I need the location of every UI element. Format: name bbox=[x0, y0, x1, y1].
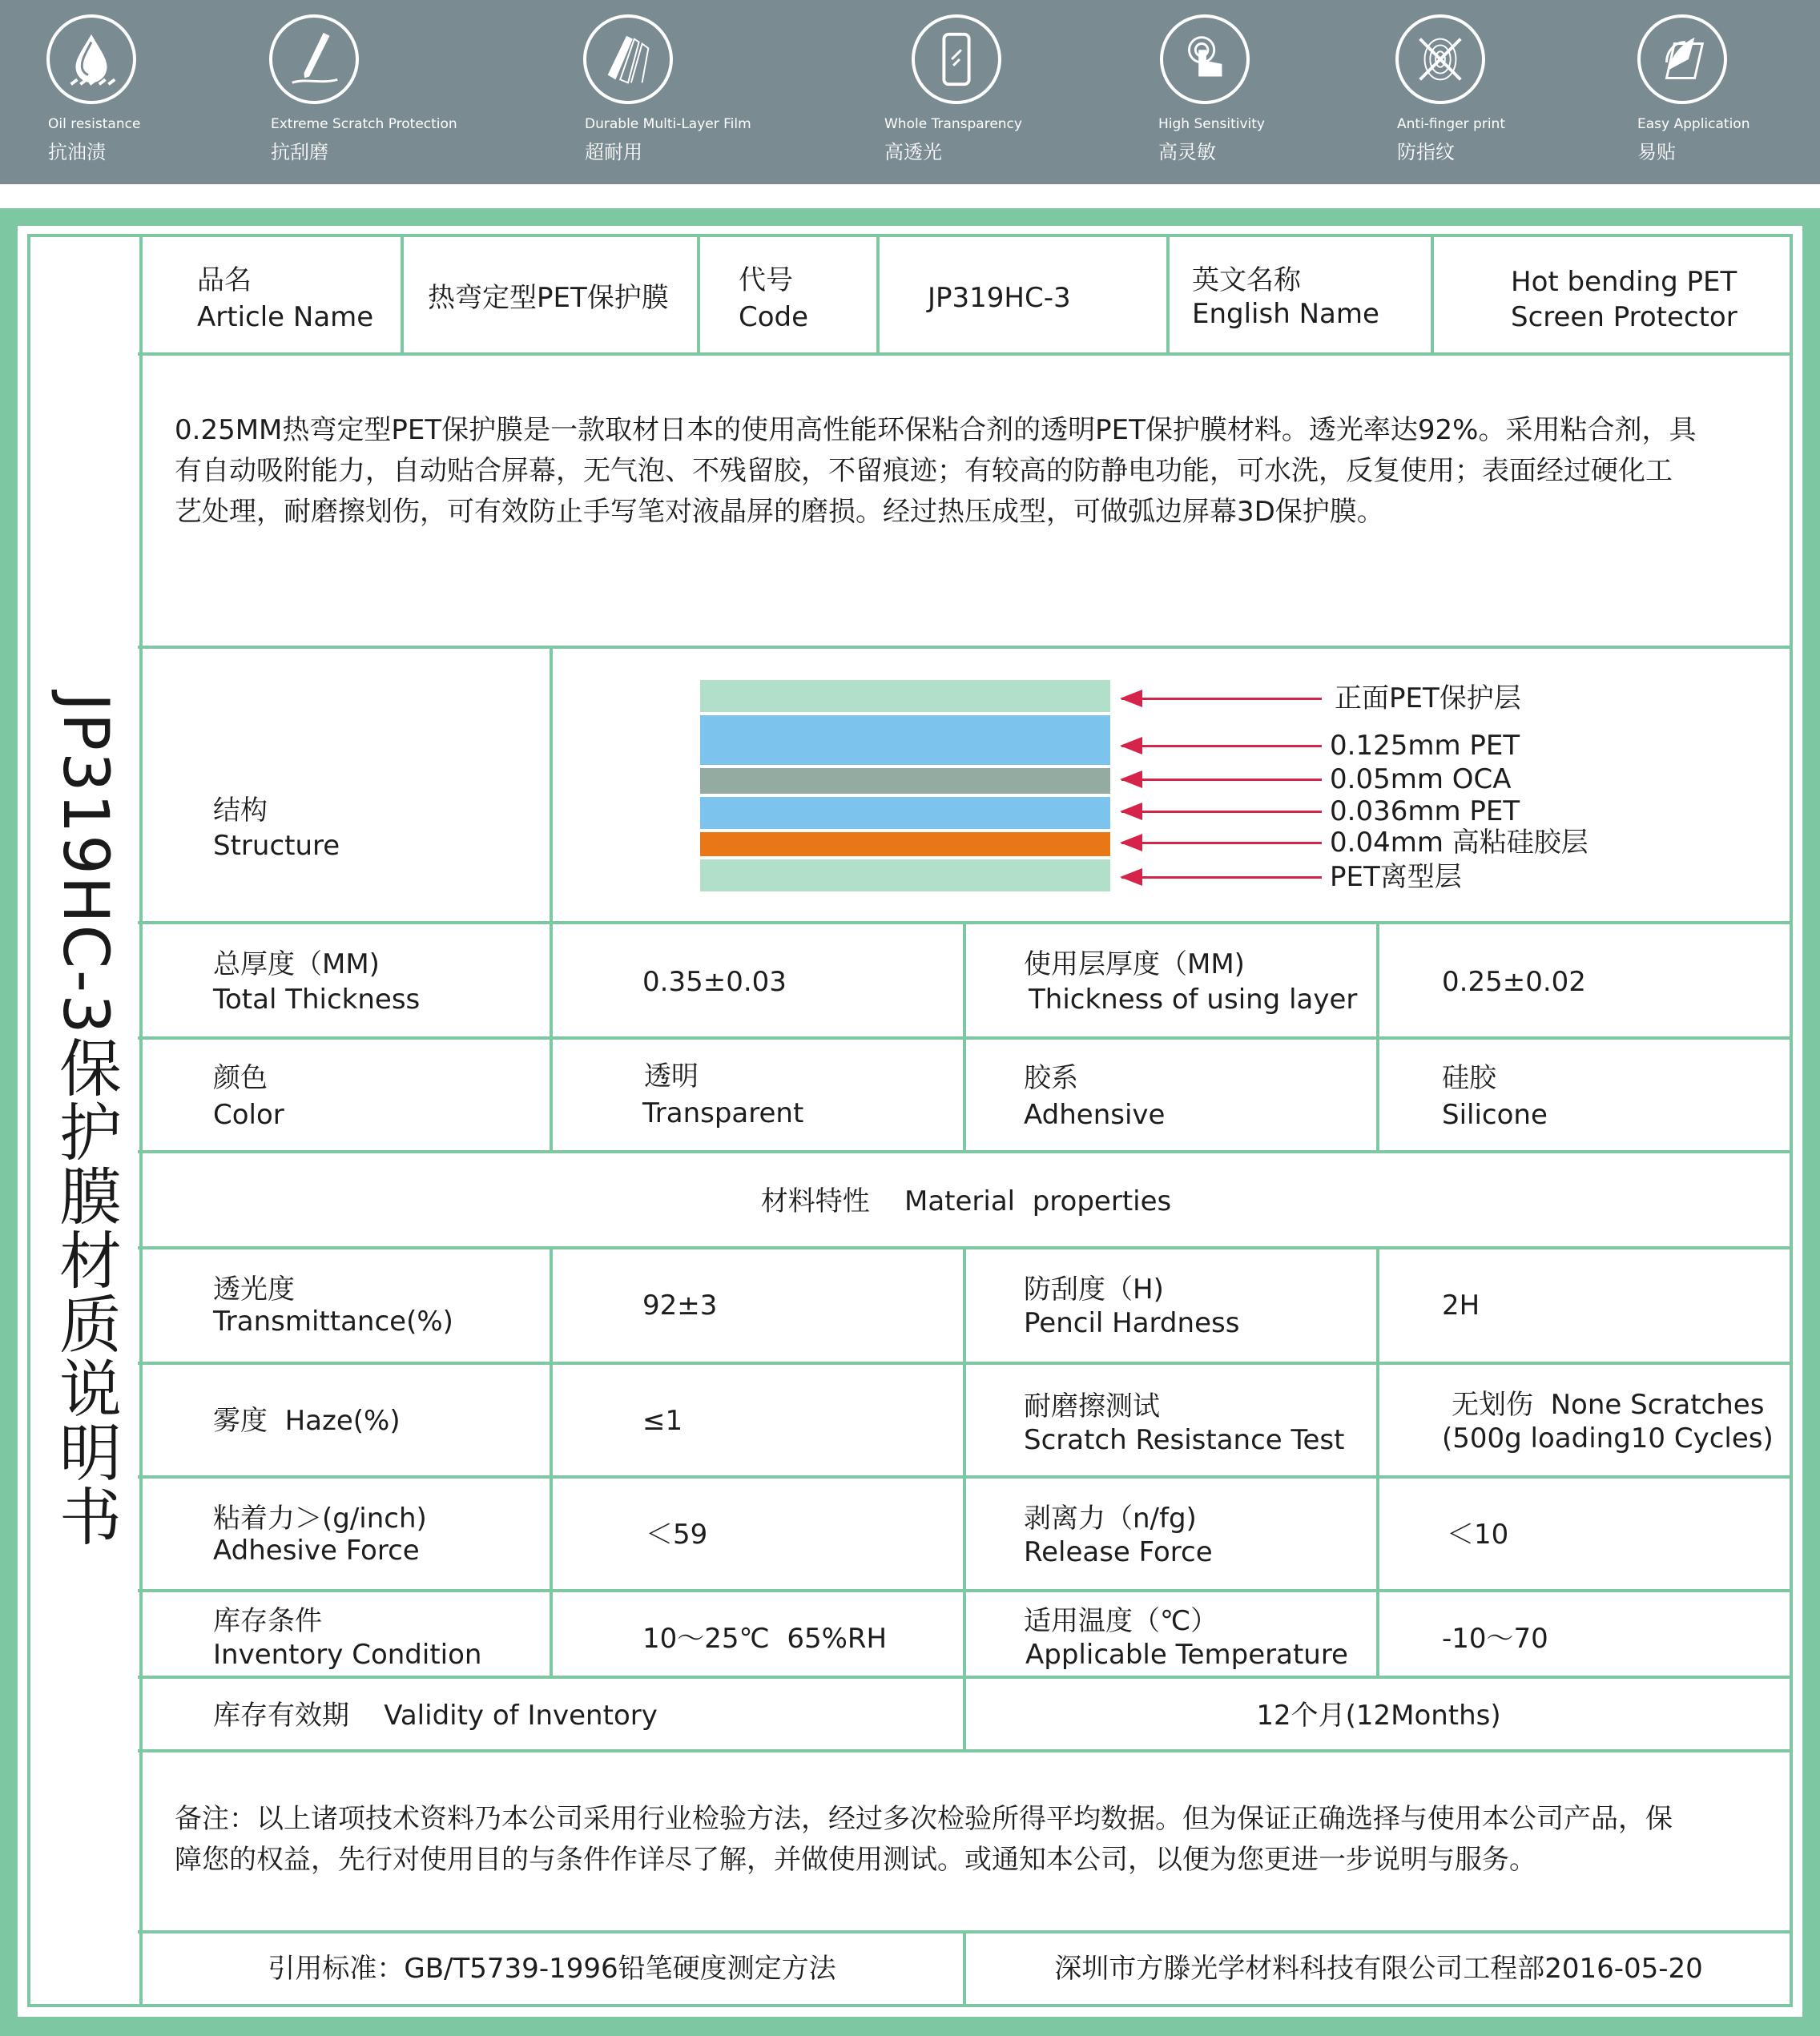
article-name-value: 热弯定型PET保护膜 bbox=[428, 282, 669, 314]
col-divider bbox=[401, 237, 404, 354]
english-name-value-line1: Hot bending PET bbox=[1511, 266, 1737, 298]
total-thickness-en: Total Thickness bbox=[213, 984, 421, 1016]
col-divider bbox=[550, 921, 553, 1153]
scratch-test-zh: 耐磨擦测试 bbox=[1024, 1390, 1160, 1422]
adhesive-zh: 胶系 bbox=[1024, 1062, 1078, 1094]
layer-label: 正面PET保护层 bbox=[1335, 682, 1521, 714]
arrow-icon bbox=[1121, 698, 1322, 700]
feature-zh-label: 抗油渍 bbox=[48, 141, 106, 163]
feature-en-label: Durable Multi-Layer Film bbox=[585, 116, 751, 132]
col-divider bbox=[963, 1246, 966, 1591]
structure-label-zh: 结构 bbox=[213, 795, 268, 827]
description-line: 0.25MM热弯定型PET保护膜是一款取材日本的使用高性能环保粘合剂的透明PET保护膜材料。透光率达92%。采用粘合剂，具 bbox=[175, 414, 1697, 446]
reference-standard: 引用标准：GB/T5739-1996铅笔硬度测定方法 bbox=[268, 1953, 836, 1985]
applicable-temperature-zh: 适用温度（℃） bbox=[1024, 1605, 1218, 1637]
release-force-en: Release Force bbox=[1024, 1536, 1213, 1568]
col-divider bbox=[1376, 1246, 1379, 1591]
col-divider bbox=[1166, 237, 1170, 354]
row-divider bbox=[138, 646, 1791, 649]
applicable-temperature-en: Applicable Temperature bbox=[1025, 1639, 1348, 1671]
adhesive-force-zh: 粘着力＞(g/inch) bbox=[213, 1503, 427, 1535]
validity-value: 12个月(12Months) bbox=[1256, 1700, 1501, 1732]
feature-en-label: High Sensitivity bbox=[1158, 116, 1265, 132]
english-name-value-line2: Screen Protector bbox=[1511, 301, 1737, 333]
note-line: 障您的权益，先行对使用目的与条件作详尽了解，并做使用测试。或通知本公司，以便为您更进一步说明与服务。 bbox=[175, 1844, 1536, 1876]
arrow-icon bbox=[1121, 811, 1322, 813]
english-name-en: English Name bbox=[1192, 298, 1379, 330]
layer-label: 0.05mm OCA bbox=[1330, 763, 1512, 795]
col-divider bbox=[550, 646, 553, 923]
validity-label: 库存有效期 Validity of Inventory bbox=[213, 1700, 658, 1732]
col-divider bbox=[1431, 237, 1434, 354]
article-name-en: Article Name bbox=[197, 301, 374, 333]
note-line: 备注：以上诸项技术资料乃本公司采用行业检验方法，经过多次检验所得平均数据。但为保证正确选择与使用本公司产品，保 bbox=[175, 1803, 1673, 1835]
description-line: 艺处理，耐磨擦划伤，可有效防止手写笔对液晶屏的磨损。经过热压成型，可做弧边屏幕3D保护膜。 bbox=[175, 496, 1384, 528]
arrow-icon bbox=[1121, 779, 1322, 781]
feature-en-label: Anti-finger print bbox=[1397, 116, 1505, 132]
adhesive-force-value: ＜59 bbox=[646, 1519, 708, 1551]
feature-zh-label: 易贴 bbox=[1637, 141, 1676, 163]
hardness-zh: 防刮度（H) bbox=[1024, 1274, 1164, 1306]
adhesive-force-en: Adhesive Force bbox=[213, 1535, 420, 1567]
transmittance-en: Transmittance(%) bbox=[213, 1306, 453, 1338]
touch-finger-icon bbox=[1174, 28, 1236, 91]
total-thickness-value: 0.35±0.03 bbox=[642, 966, 787, 998]
layer-pet-125 bbox=[700, 715, 1110, 765]
col-divider bbox=[1376, 921, 1379, 1153]
haze-label: 雾度 Haze(%) bbox=[213, 1405, 401, 1437]
layer-label: 0.125mm PET bbox=[1330, 730, 1520, 762]
layer-label: 0.036mm PET bbox=[1330, 795, 1520, 827]
color-value-zh: 透明 bbox=[644, 1060, 699, 1092]
inventory-condition-value: 10～25℃ 65%RH bbox=[642, 1623, 888, 1655]
hardness-value: 2H bbox=[1442, 1290, 1480, 1322]
using-layer-en: Thickness of using layer bbox=[1029, 984, 1358, 1016]
release-force-value: ＜10 bbox=[1447, 1519, 1509, 1551]
english-name-zh: 英文名称 bbox=[1192, 264, 1301, 296]
oil-drop-icon bbox=[60, 28, 123, 91]
adhesive-value-zh: 硅胶 bbox=[1442, 1062, 1496, 1094]
layer-pet-036 bbox=[700, 797, 1110, 829]
using-layer-value: 0.25±0.02 bbox=[1442, 966, 1586, 998]
adhesive-value-en: Silicone bbox=[1442, 1099, 1548, 1131]
inventory-condition-en: Inventory Condition bbox=[213, 1639, 482, 1671]
inventory-condition-zh: 库存条件 bbox=[213, 1605, 322, 1637]
layer-front-pet bbox=[700, 680, 1110, 712]
color-value-en: Transparent bbox=[642, 1097, 804, 1129]
using-layer-zh: 使用层厚度（MM) bbox=[1024, 948, 1245, 980]
code-zh: 代号 bbox=[739, 264, 793, 296]
col-divider bbox=[876, 237, 880, 354]
document-title: JP319HC-3保护膜材质说明书 bbox=[49, 693, 121, 1548]
release-force-zh: 剥离力（n/fg) bbox=[1024, 1503, 1197, 1535]
side-title-column bbox=[30, 237, 139, 2004]
feature-zh-label: 高透光 bbox=[884, 141, 942, 163]
transmittance-value: 92±3 bbox=[642, 1290, 718, 1322]
haze-value: ≤1 bbox=[642, 1405, 683, 1437]
arrow-icon bbox=[1121, 745, 1322, 747]
col-divider bbox=[963, 1589, 966, 1677]
applicable-temperature-value: -10～70 bbox=[1442, 1623, 1548, 1655]
article-name-zh: 品名 bbox=[197, 264, 252, 296]
layer-silicone bbox=[700, 832, 1110, 856]
multi-layer-film-icon bbox=[597, 28, 659, 91]
feature-banner bbox=[0, 0, 1820, 184]
col-divider bbox=[963, 921, 966, 1153]
fingerprint-crossed-icon bbox=[1409, 28, 1472, 91]
peel-sticker-icon bbox=[1651, 28, 1713, 91]
layer-label: PET离型层 bbox=[1330, 861, 1462, 893]
adhesive-en: Adhensive bbox=[1024, 1099, 1166, 1131]
layer-oca bbox=[700, 768, 1110, 794]
company-engineering-date: 深圳市方滕光学材料科技有限公司工程部2016-05-20 bbox=[1054, 1953, 1703, 1985]
arrow-icon bbox=[1121, 842, 1322, 844]
layer-label: 0.04mm 高粘硅胶层 bbox=[1330, 827, 1588, 859]
hardness-en: Pencil Hardness bbox=[1024, 1307, 1240, 1339]
feature-zh-label: 防指纹 bbox=[1397, 141, 1455, 163]
phone-icon bbox=[925, 28, 988, 91]
scratch-pen-icon bbox=[283, 28, 345, 91]
arrow-icon bbox=[1121, 876, 1322, 879]
scratch-test-value-line2: (500g loading10 Cycles) bbox=[1442, 1422, 1774, 1455]
col-divider bbox=[697, 237, 700, 354]
scratch-test-en: Scratch Resistance Test bbox=[1024, 1424, 1345, 1456]
scratch-test-value-line1: 无划伤 None Scratches bbox=[1452, 1389, 1765, 1421]
feature-en-label: Whole Transparency bbox=[884, 116, 1022, 132]
col-divider bbox=[550, 1589, 553, 1677]
total-thickness-zh: 总厚度（MM) bbox=[213, 948, 380, 980]
side-divider bbox=[139, 237, 143, 2004]
code-en: Code bbox=[739, 301, 809, 333]
structure-label-en: Structure bbox=[213, 830, 340, 862]
feature-en-label: Oil resistance bbox=[48, 116, 141, 132]
feature-zh-label: 高灵敏 bbox=[1158, 141, 1216, 163]
layer-release-pet bbox=[700, 859, 1110, 891]
description-line: 有自动吸附能力，自动贴合屏幕，无气泡、不残留胶，不留痕迹；有较高的防静电功能，可水洗，反复使用；表面经过硬化工 bbox=[175, 455, 1673, 487]
row-divider bbox=[138, 352, 1791, 356]
feature-en-label: Extreme Scratch Protection bbox=[271, 116, 457, 132]
code-value: JP319HC-3 bbox=[928, 282, 1071, 314]
feature-zh-label: 抗刮磨 bbox=[271, 141, 328, 163]
material-properties-header: 材料特性 Material properties bbox=[760, 1185, 1172, 1217]
feature-en-label: Easy Application bbox=[1637, 116, 1750, 132]
col-divider bbox=[550, 1246, 553, 1591]
color-en: Color bbox=[213, 1099, 284, 1131]
col-divider bbox=[1376, 1589, 1379, 1677]
color-zh: 颜色 bbox=[213, 1062, 268, 1094]
feature-zh-label: 超耐用 bbox=[585, 141, 642, 163]
transmittance-zh: 透光度 bbox=[213, 1274, 295, 1306]
